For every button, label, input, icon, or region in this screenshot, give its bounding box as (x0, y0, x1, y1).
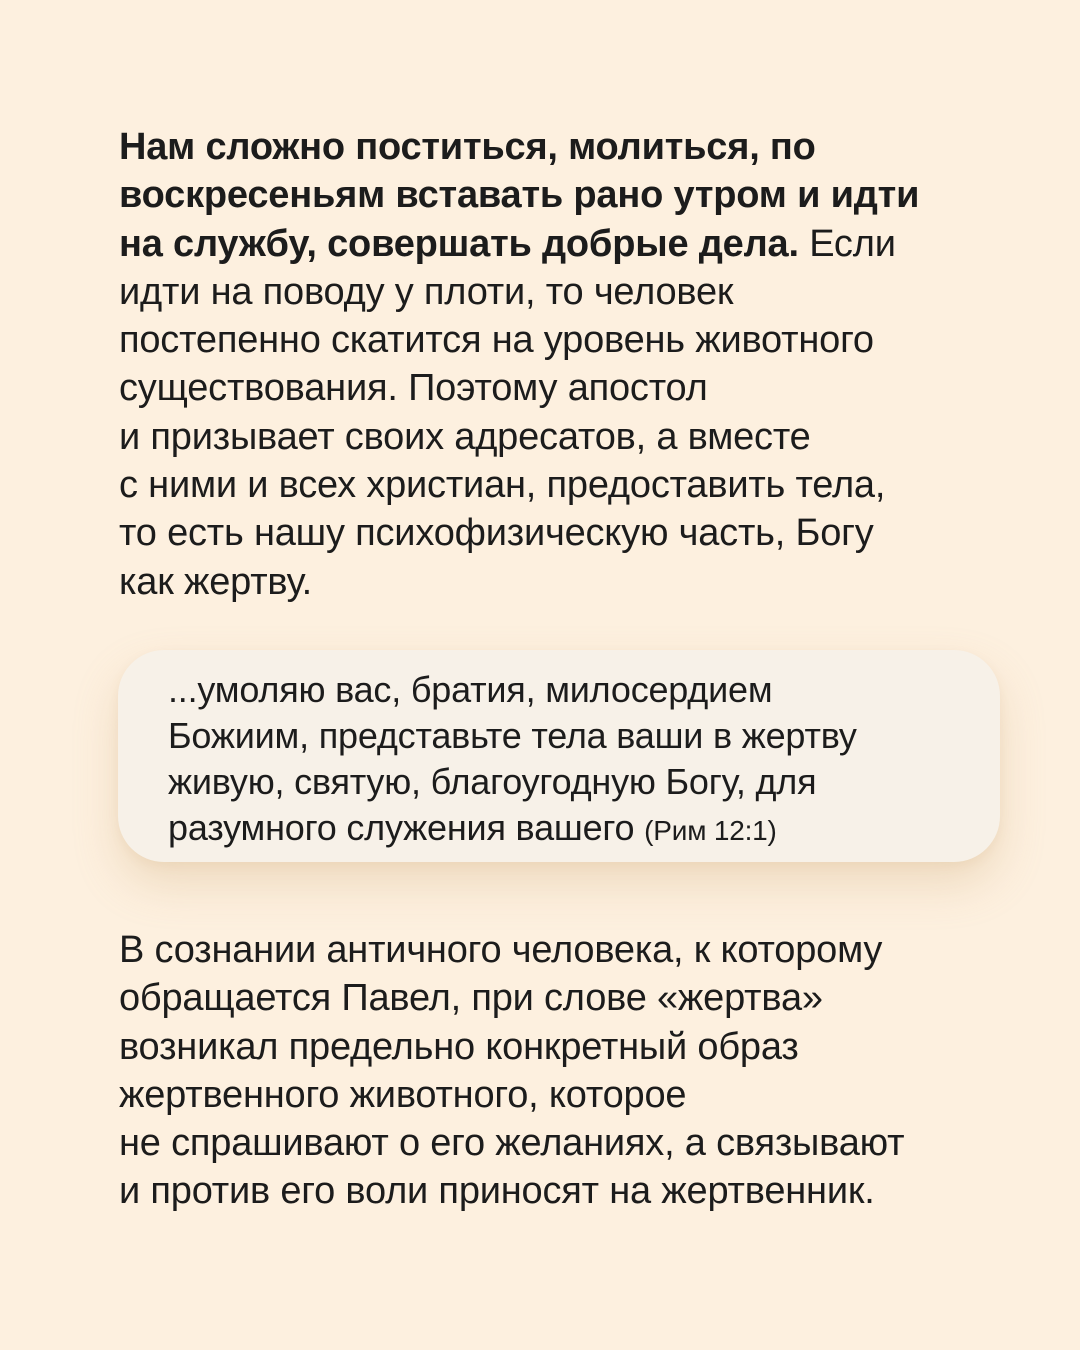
quote-line: ...умоляю вас, братия, милосердием (168, 669, 773, 710)
text-line: возникал предельно конкретный образ (119, 1025, 799, 1068)
text-line: воскресеньям вставать рано утром и идти (119, 174, 920, 217)
bold-text: на службу, совершать добрые дела. (119, 222, 799, 265)
text-line (119, 220, 1019, 268)
text-line: Нам сложно поститься, молиться, по (119, 126, 816, 168)
quote-line: живую, святую, благоугодную Богу, для (168, 761, 817, 802)
intro-paragraph (119, 123, 1019, 606)
quote-line: Божиим, представьте тела ваши в жертву (168, 715, 857, 756)
scripture-reference: (Рим 12:1) (644, 815, 777, 846)
text-line: постепенно скатится на уровень животного (119, 319, 874, 362)
text-line: то есть нашу психофизическую часть, Богу (119, 512, 874, 555)
regular-text: Если (798, 222, 896, 265)
text-line: и призывает своих адресатов, а вместе (119, 415, 811, 458)
text-line: не спрашивают о его желаниях, а связывают (119, 1122, 905, 1165)
text-line: и против его воли приносят на жертвенник. (119, 1170, 875, 1213)
quote-text: разумного служения вашего (168, 807, 635, 848)
text-line: с ними и всех христиан, предоставить тела, (119, 464, 886, 507)
scripture-quote (168, 667, 857, 854)
text-line: жертвенного животного, которое (119, 1073, 687, 1116)
quote-line (168, 805, 857, 854)
text-line: В сознании античного человека, к которому (119, 929, 883, 971)
text-line: существования. Поэтому апостол (119, 367, 708, 410)
scripture-quote-card (118, 650, 1000, 862)
text-line: как жертву. (119, 560, 312, 603)
explanation-paragraph (119, 926, 1019, 1216)
text-line: обращается Павел, при слове «жертва» (119, 977, 823, 1020)
text-line: идти на поводу у плоти, то человек (119, 270, 734, 313)
